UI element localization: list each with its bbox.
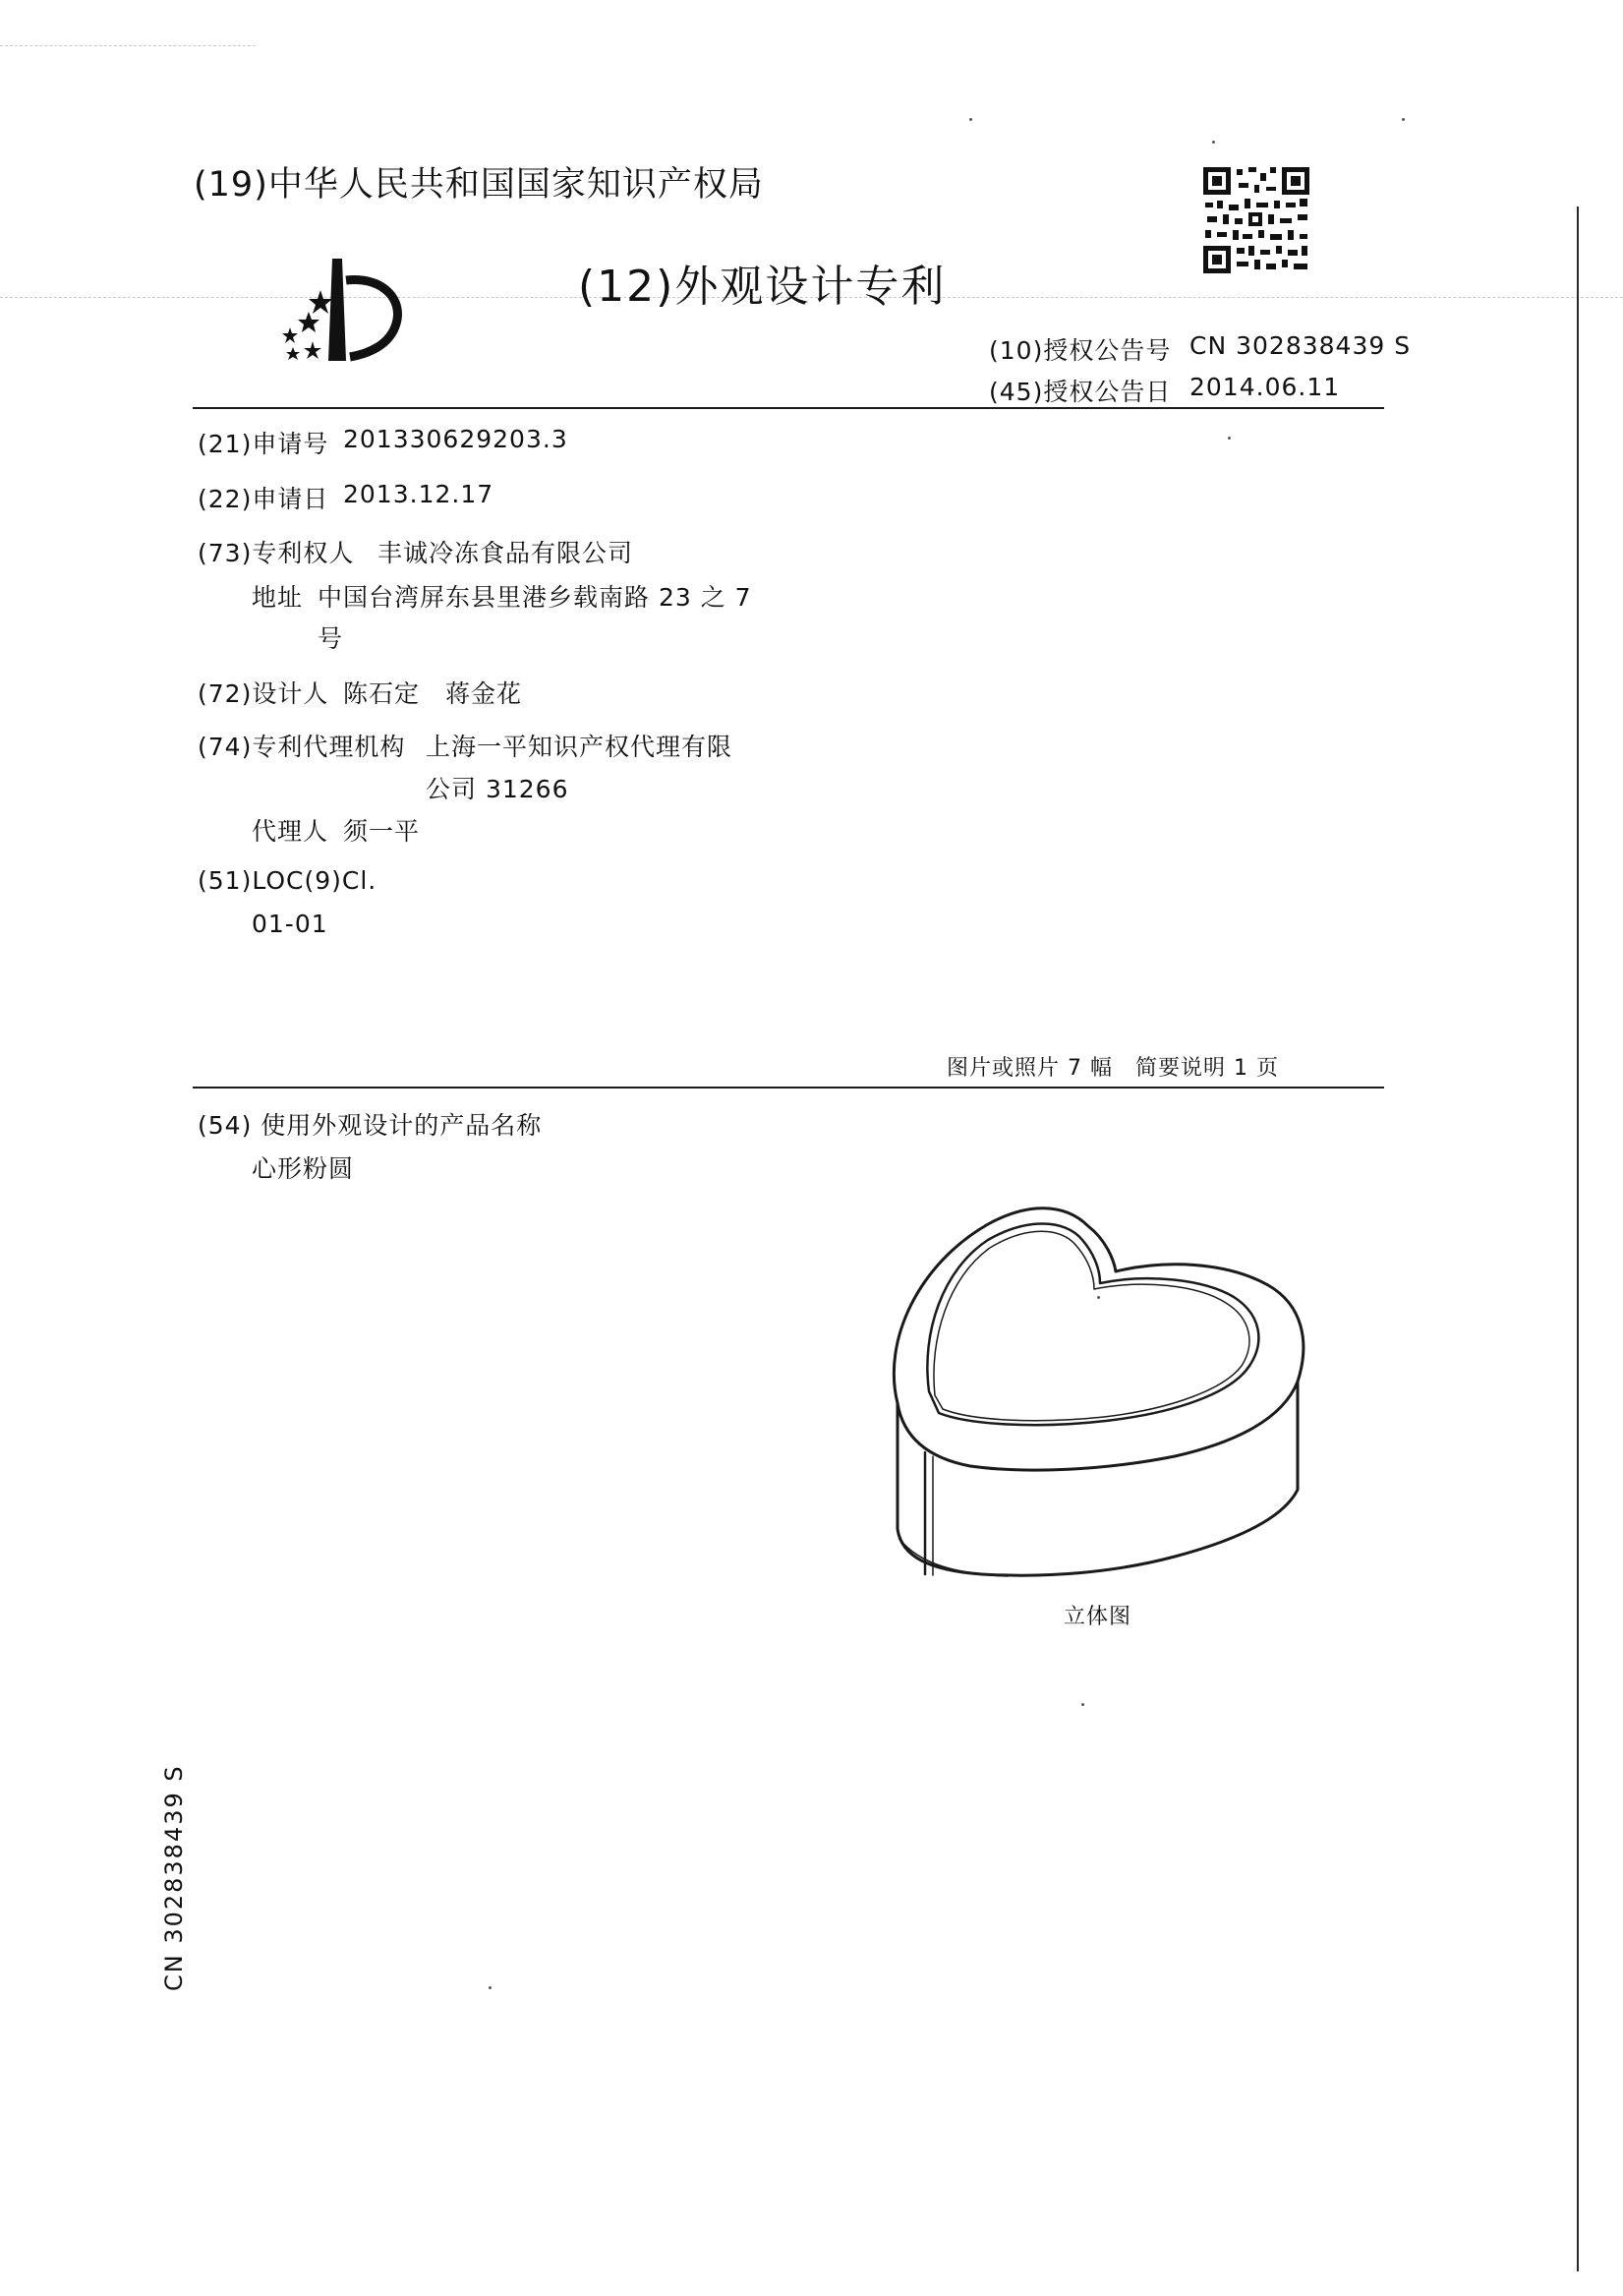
- filing-date: 2013.12.17: [343, 480, 494, 508]
- scan-speck: [969, 118, 972, 121]
- scan-speck: [1081, 1703, 1084, 1706]
- header-divider: [193, 407, 1384, 409]
- loc-label: (51)LOC(9)Cl.: [198, 866, 377, 895]
- figure-caption: 立体图: [1064, 1605, 1132, 1629]
- qr-code-icon: [1201, 165, 1311, 275]
- scan-artifact-line: [0, 45, 256, 46]
- designers: 陈石定 蒋金花: [343, 679, 523, 708]
- agency-line-1: 上海一平知识产权代理有限: [426, 733, 733, 761]
- grant-number-label: (10)授权公告号: [989, 336, 1172, 365]
- patent-type-title: (12)外观设计专利: [578, 262, 947, 312]
- scan-edge-line: [1577, 206, 1579, 2271]
- address-line-2: 号: [318, 624, 344, 653]
- address-line-1: 中国台湾屏东县里港乡载南路 23 之 7: [318, 583, 752, 612]
- application-number: 201330629203.3: [343, 425, 568, 453]
- scan-speck: [1402, 118, 1405, 121]
- office-name: (19)中华人民共和国国家知识产权局: [194, 165, 764, 205]
- product-name: 心形粉圆: [252, 1154, 355, 1183]
- scan-speck: [1228, 437, 1231, 440]
- address-label: 地址: [252, 583, 304, 612]
- grant-date-label: (45)授权公告日: [989, 378, 1172, 406]
- patentee: 丰诚冷冻食品有限公司: [377, 539, 634, 567]
- agency-label: (74)专利代理机构: [198, 733, 406, 761]
- side-patent-number: CN 302838439 S: [160, 1764, 188, 1991]
- loc-value: 01-01: [252, 910, 328, 938]
- product-name-label: (54) 使用外观设计的产品名称: [198, 1111, 543, 1140]
- section-divider: [193, 1087, 1384, 1089]
- filing-date-label: (22)申请日: [198, 485, 329, 513]
- application-number-label: (21)申请号: [198, 430, 329, 458]
- agency-line-2: 公司 31266: [426, 775, 569, 803]
- grant-date: 2014.06.11: [1189, 373, 1341, 401]
- heart-shaped-container-drawing: [880, 1185, 1312, 1588]
- scan-speck: [489, 1986, 492, 1989]
- patentee-label: (73)专利权人: [198, 539, 355, 567]
- scan-speck: [1212, 141, 1215, 144]
- image-count-summary: 图片或照片 7 幅 简要说明 1 页: [947, 1056, 1279, 1081]
- grant-number: CN 302838439 S: [1189, 331, 1412, 360]
- designer-label: (72)设计人: [198, 679, 329, 708]
- cnipa-emblem-icon: [263, 251, 421, 369]
- agent: 须一平: [343, 817, 421, 846]
- agent-label: 代理人: [252, 817, 329, 846]
